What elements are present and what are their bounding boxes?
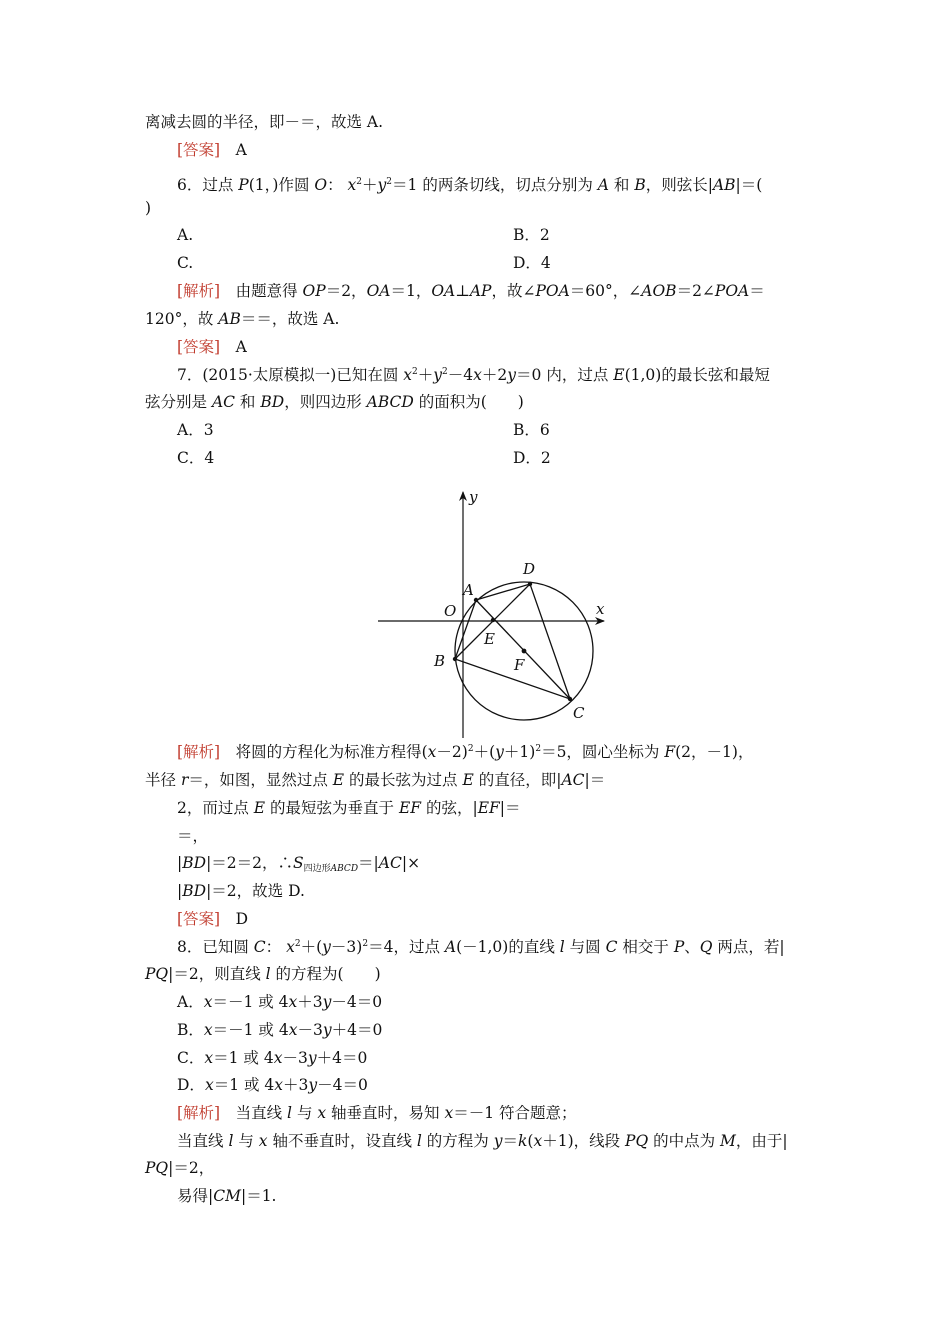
circle-quadrilateral-figure [378, 488, 608, 740]
text-segment: (1，)作圆 [248, 176, 315, 194]
text-segment: 将圆的方程化为标准方程得( [220, 743, 428, 761]
text-segment: －3 [297, 1021, 323, 1039]
text-segment: x [204, 1049, 214, 1067]
text-segment: x [203, 993, 213, 1011]
text-segment: | [177, 882, 183, 900]
text-line-l21 [177, 826, 208, 846]
text-segment: |＝1. [240, 1187, 277, 1205]
text-segment: －3 [282, 1049, 308, 1067]
text-segment: x [347, 176, 357, 194]
text-segment: ，故∠ [491, 282, 536, 300]
text-segment: ＋ [362, 176, 378, 194]
text-line-l28 [177, 1020, 382, 1040]
text-segment: ： [327, 176, 348, 194]
text-segment: A [597, 176, 609, 194]
text-segment: |＝ [499, 799, 521, 817]
text-segment: (－1,0)的直线 [456, 938, 560, 956]
text-segment: |＝2，则直线 [168, 965, 266, 983]
text-segment: 的面积为( ) [413, 393, 524, 411]
text-segment: x [473, 366, 482, 384]
text-segment: 轴垂直时，易知 [326, 1104, 445, 1122]
section-tag: [解析] [177, 743, 221, 761]
text-segment: x [258, 1132, 268, 1150]
text-line-l4 [145, 198, 151, 218]
text-segment: ABCD [330, 864, 359, 874]
text-segment: y [495, 743, 504, 761]
text-segment: 2 [356, 177, 363, 187]
text-segment: ＋( [300, 938, 323, 956]
text-segment: x [273, 1049, 283, 1067]
text-segment: 和 [608, 176, 635, 194]
text-line-l19 [145, 770, 605, 790]
text-line-l24 [177, 909, 248, 929]
text-segment: ＋1) [503, 743, 536, 761]
text-segment: －4＝0 [331, 993, 383, 1011]
text-segment: 相交于 [617, 938, 674, 956]
text-segment: EF [398, 799, 422, 817]
text-segment: 2 [467, 744, 474, 754]
section-tag: [答案] [177, 910, 221, 928]
text-segment: P [238, 176, 249, 194]
text-segment: S [293, 854, 304, 872]
text-line-l7 [177, 253, 193, 273]
text-segment: E [332, 771, 345, 789]
text-segment: ＝1 或 4 [213, 1076, 275, 1094]
text-line-l11 [177, 337, 247, 357]
text-segment: 的方程为 [421, 1132, 494, 1150]
text-segment: B．2 [513, 226, 550, 244]
section-tag: [解析] [177, 282, 221, 300]
text-segment: A [220, 141, 247, 159]
text-segment: 2 [535, 744, 542, 754]
text-segment: M [720, 1132, 736, 1150]
text-segment: PQ [625, 1132, 649, 1150]
label-f: F [514, 656, 525, 674]
text-line-l25 [177, 937, 785, 957]
text-line-l14 [177, 420, 214, 440]
text-segment: ＝，如图，显然过点 [188, 771, 333, 789]
text-segment: 与 [233, 1132, 259, 1150]
text-segment: C． [177, 1049, 205, 1067]
text-segment: A．3 [177, 421, 214, 439]
text-segment: x [288, 1021, 298, 1039]
text-segment: BD [260, 393, 285, 411]
text-segment: 轴不垂直时，设直线 [267, 1132, 417, 1150]
text-line-l17 [513, 448, 551, 468]
text-segment: AB [712, 176, 736, 194]
text-segment: ＋4＝0 [331, 1021, 383, 1039]
text-segment: l [416, 1132, 422, 1150]
text-segment: A [220, 338, 247, 356]
text-segment: 2 [412, 367, 418, 377]
text-segment: 8．已知圆 [177, 938, 254, 956]
text-segment: AOB [641, 282, 677, 300]
section-tag: [解析] [177, 1104, 221, 1122]
text-segment: 的最短弦为垂直于 [265, 799, 399, 817]
text-segment: ＝＝，故选 A. [240, 310, 340, 328]
text-segment: 半径 [145, 771, 181, 789]
text-segment: B [634, 176, 646, 194]
text-segment: Q [699, 938, 713, 956]
point-a [474, 598, 478, 602]
text-segment: |＝( [735, 176, 763, 194]
text-segment: POA [535, 282, 570, 300]
text-segment: x [317, 1104, 327, 1122]
text-segment: 当直线 [220, 1104, 288, 1122]
text-segment: y [322, 1021, 332, 1039]
text-segment: k [517, 1132, 528, 1150]
text-segment: x [204, 1076, 214, 1094]
text-line-l18 [177, 742, 753, 762]
text-segment: x [288, 993, 298, 1011]
text-segment: y [377, 176, 387, 194]
text-segment: C. [177, 254, 194, 272]
text-segment: EF [477, 799, 500, 817]
text-segment: x [286, 938, 295, 956]
text-segment: ABCD [366, 393, 414, 411]
text-segment: ＝2， [325, 282, 367, 300]
text-segment: y [322, 938, 331, 956]
text-segment: 2 [442, 367, 448, 377]
text-segment: 和 [235, 393, 261, 411]
text-segment: x [203, 1021, 213, 1039]
text-segment: y [433, 366, 443, 384]
text-segment: AC [378, 854, 402, 872]
text-segment: POA [714, 282, 750, 300]
text-line-l6 [513, 225, 550, 245]
text-segment: |＝ [584, 771, 606, 789]
label-o: O [444, 602, 457, 620]
text-segment: E [253, 799, 266, 817]
label-x: x [596, 600, 605, 618]
section-tag: [答案] [177, 338, 221, 356]
text-segment: ＝ [502, 1132, 518, 1150]
text-line-l2 [177, 140, 247, 160]
text-segment: ＝4，过点 [368, 938, 445, 956]
text-segment: 120°，故 [145, 310, 219, 328]
text-line-l27 [177, 992, 382, 1012]
label-b: B [434, 652, 446, 670]
text-segment: l [228, 1132, 234, 1150]
point-c [568, 697, 572, 701]
text-line-l34 [177, 1186, 276, 1206]
text-line-l8 [513, 253, 551, 273]
text-segment: l [287, 1104, 293, 1122]
text-segment: l [559, 938, 565, 956]
text-segment: 6．过点 [177, 176, 239, 194]
text-segment: ＝60°，∠ [569, 282, 642, 300]
text-segment: ＋ [417, 366, 434, 384]
text-segment: AP [469, 282, 492, 300]
text-line-l33 [145, 1158, 214, 1178]
text-segment: |＝2＝2，∴ [206, 854, 294, 872]
text-segment: 由题意得 [220, 282, 303, 300]
text-segment: (2，－1)， [675, 743, 754, 761]
text-line-l12 [177, 365, 770, 385]
text-segment: BD [182, 854, 207, 872]
text-segment: r [180, 771, 189, 789]
text-segment: D [220, 910, 249, 928]
text-segment: －3) [330, 938, 363, 956]
text-segment: |＝2， [168, 1159, 215, 1177]
text-segment: ＝1， [390, 282, 432, 300]
text-line-l3 [177, 175, 762, 195]
text-segment: C [605, 938, 618, 956]
text-segment: 的最长弦为过点 [344, 771, 463, 789]
text-segment: P [673, 938, 685, 956]
text-segment: ＝ [749, 282, 765, 300]
text-segment: 、 [684, 938, 700, 956]
text-segment: y [507, 366, 517, 384]
text-segment: E [462, 771, 474, 789]
text-segment: x [403, 366, 413, 384]
text-segment: ＝0 内，过点 [516, 366, 614, 384]
text-segment: 与 [292, 1104, 318, 1122]
text-segment: 2 [386, 177, 393, 187]
text-segment: |× [401, 854, 421, 872]
text-segment: y [308, 1076, 318, 1094]
text-segment: ＝2∠ [676, 282, 715, 300]
text-segment: ，则弦长| [645, 176, 713, 194]
text-line-l10 [145, 309, 339, 329]
text-segment: D．2 [513, 449, 551, 467]
text-segment: －2) [436, 743, 468, 761]
text-segment: | [177, 854, 183, 872]
text-segment: ＝， [177, 827, 209, 845]
text-segment: OA [431, 282, 456, 300]
text-segment: BD [182, 882, 207, 900]
label-e: E [484, 630, 495, 648]
text-segment: l [265, 965, 271, 983]
text-segment: －4＝0 [317, 1076, 368, 1094]
text-segment: |＝2，故选 D. [206, 882, 305, 900]
text-line-l9 [177, 281, 765, 301]
text-segment: A. [177, 226, 194, 244]
text-segment: ＋( [473, 743, 496, 761]
text-line-l20 [177, 798, 521, 818]
text-segment: ＋1)，线段 [542, 1132, 626, 1150]
text-segment: ＋3 [297, 993, 323, 1011]
text-segment: y [307, 1049, 317, 1067]
text-segment: CM [213, 1187, 241, 1205]
text-segment: ： [265, 938, 287, 956]
text-segment: 易得| [177, 1187, 214, 1205]
text-segment: ⊥ [455, 282, 470, 300]
text-segment: A． [177, 993, 204, 1011]
text-segment: D． [177, 1076, 205, 1094]
text-segment: O [314, 176, 328, 194]
text-segment: ＝－1 符合题意； [453, 1104, 577, 1122]
text-segment: 7．(2015·太原模拟一)已知在圆 [177, 366, 404, 384]
text-segment: 两点，若| [712, 938, 785, 956]
section-tag: [答案] [177, 141, 221, 159]
text-segment: －4 [447, 366, 474, 384]
text-segment: ＝1 的两条切线，切点分别为 [392, 176, 598, 194]
text-segment: x [533, 1132, 543, 1150]
text-segment: AC [561, 771, 585, 789]
text-line-l13 [145, 392, 524, 412]
point-f [522, 649, 527, 654]
text-segment: ，则四边形 [284, 393, 367, 411]
text-segment: 2，而过点 [177, 799, 254, 817]
text-segment: ＝| [358, 854, 379, 872]
text-segment: AC [211, 393, 235, 411]
text-line-l32 [177, 1131, 788, 1151]
text-segment: ＝－1 或 4 [212, 1021, 289, 1039]
text-segment: 的方程为( ) [270, 965, 381, 983]
text-segment: y [493, 1132, 503, 1150]
label-y: y [469, 488, 478, 506]
label-a: A [463, 581, 474, 599]
text-segment: (1,0)的最长弦和最短 [624, 366, 770, 384]
text-segment: D．4 [513, 254, 551, 272]
text-segment: ，由于| [735, 1132, 788, 1150]
text-segment: 的弦，| [421, 799, 478, 817]
text-segment: 与圆 [564, 938, 606, 956]
text-line-l29 [177, 1048, 367, 1068]
text-segment: ) [145, 199, 152, 217]
text-segment: 2 [294, 939, 301, 949]
text-segment: OA [366, 282, 391, 300]
text-line-l31 [177, 1103, 577, 1123]
text-segment: ＝5，圆心坐标为 [541, 743, 665, 761]
text-line-l15 [513, 420, 550, 440]
text-segment: x [274, 1076, 284, 1094]
text-segment: 离减去圆的半径，即－＝，故选 A. [145, 113, 384, 131]
text-segment: 四边形 [303, 864, 331, 874]
text-line-l16 [177, 448, 214, 468]
text-segment: x [427, 743, 437, 761]
text-line-l30 [177, 1075, 368, 1095]
text-line-l1 [145, 112, 383, 132]
text-segment: ＋4＝0 [316, 1049, 368, 1067]
point-b [453, 657, 457, 661]
text-segment: B． [177, 1021, 204, 1039]
text-segment: F [664, 743, 676, 761]
text-segment: ( [527, 1132, 534, 1150]
text-segment: ＋3 [283, 1076, 309, 1094]
text-segment: OP [302, 282, 326, 300]
label-d: D [523, 560, 536, 578]
text-line-l22 [177, 853, 420, 873]
point-e [491, 618, 495, 622]
point-d [528, 582, 532, 586]
text-segment: E [613, 366, 625, 384]
text-segment: C．4 [177, 449, 215, 467]
text-line-l23 [177, 881, 305, 901]
text-segment: x [444, 1104, 454, 1122]
text-segment: 2 [362, 939, 369, 949]
text-line-l26 [145, 964, 381, 984]
text-segment: y [322, 993, 332, 1011]
text-segment: C [253, 938, 266, 956]
text-segment: ＋2 [481, 366, 508, 384]
text-segment: 弦分别是 [145, 393, 212, 411]
text-segment: ＝－1 或 4 [212, 993, 289, 1011]
text-segment: A [444, 938, 457, 956]
text-segment: 的直径，即| [473, 771, 562, 789]
text-segment: PQ [145, 965, 169, 983]
text-segment: B．6 [513, 421, 550, 439]
text-segment: 的中点为 [648, 1132, 721, 1150]
text-segment: AB [218, 310, 241, 328]
label-c: C [573, 704, 585, 722]
text-segment: 当直线 [177, 1132, 229, 1150]
text-segment: PQ [145, 1159, 169, 1177]
text-line-l5 [177, 225, 193, 245]
text-segment: ＝1 或 4 [213, 1049, 274, 1067]
